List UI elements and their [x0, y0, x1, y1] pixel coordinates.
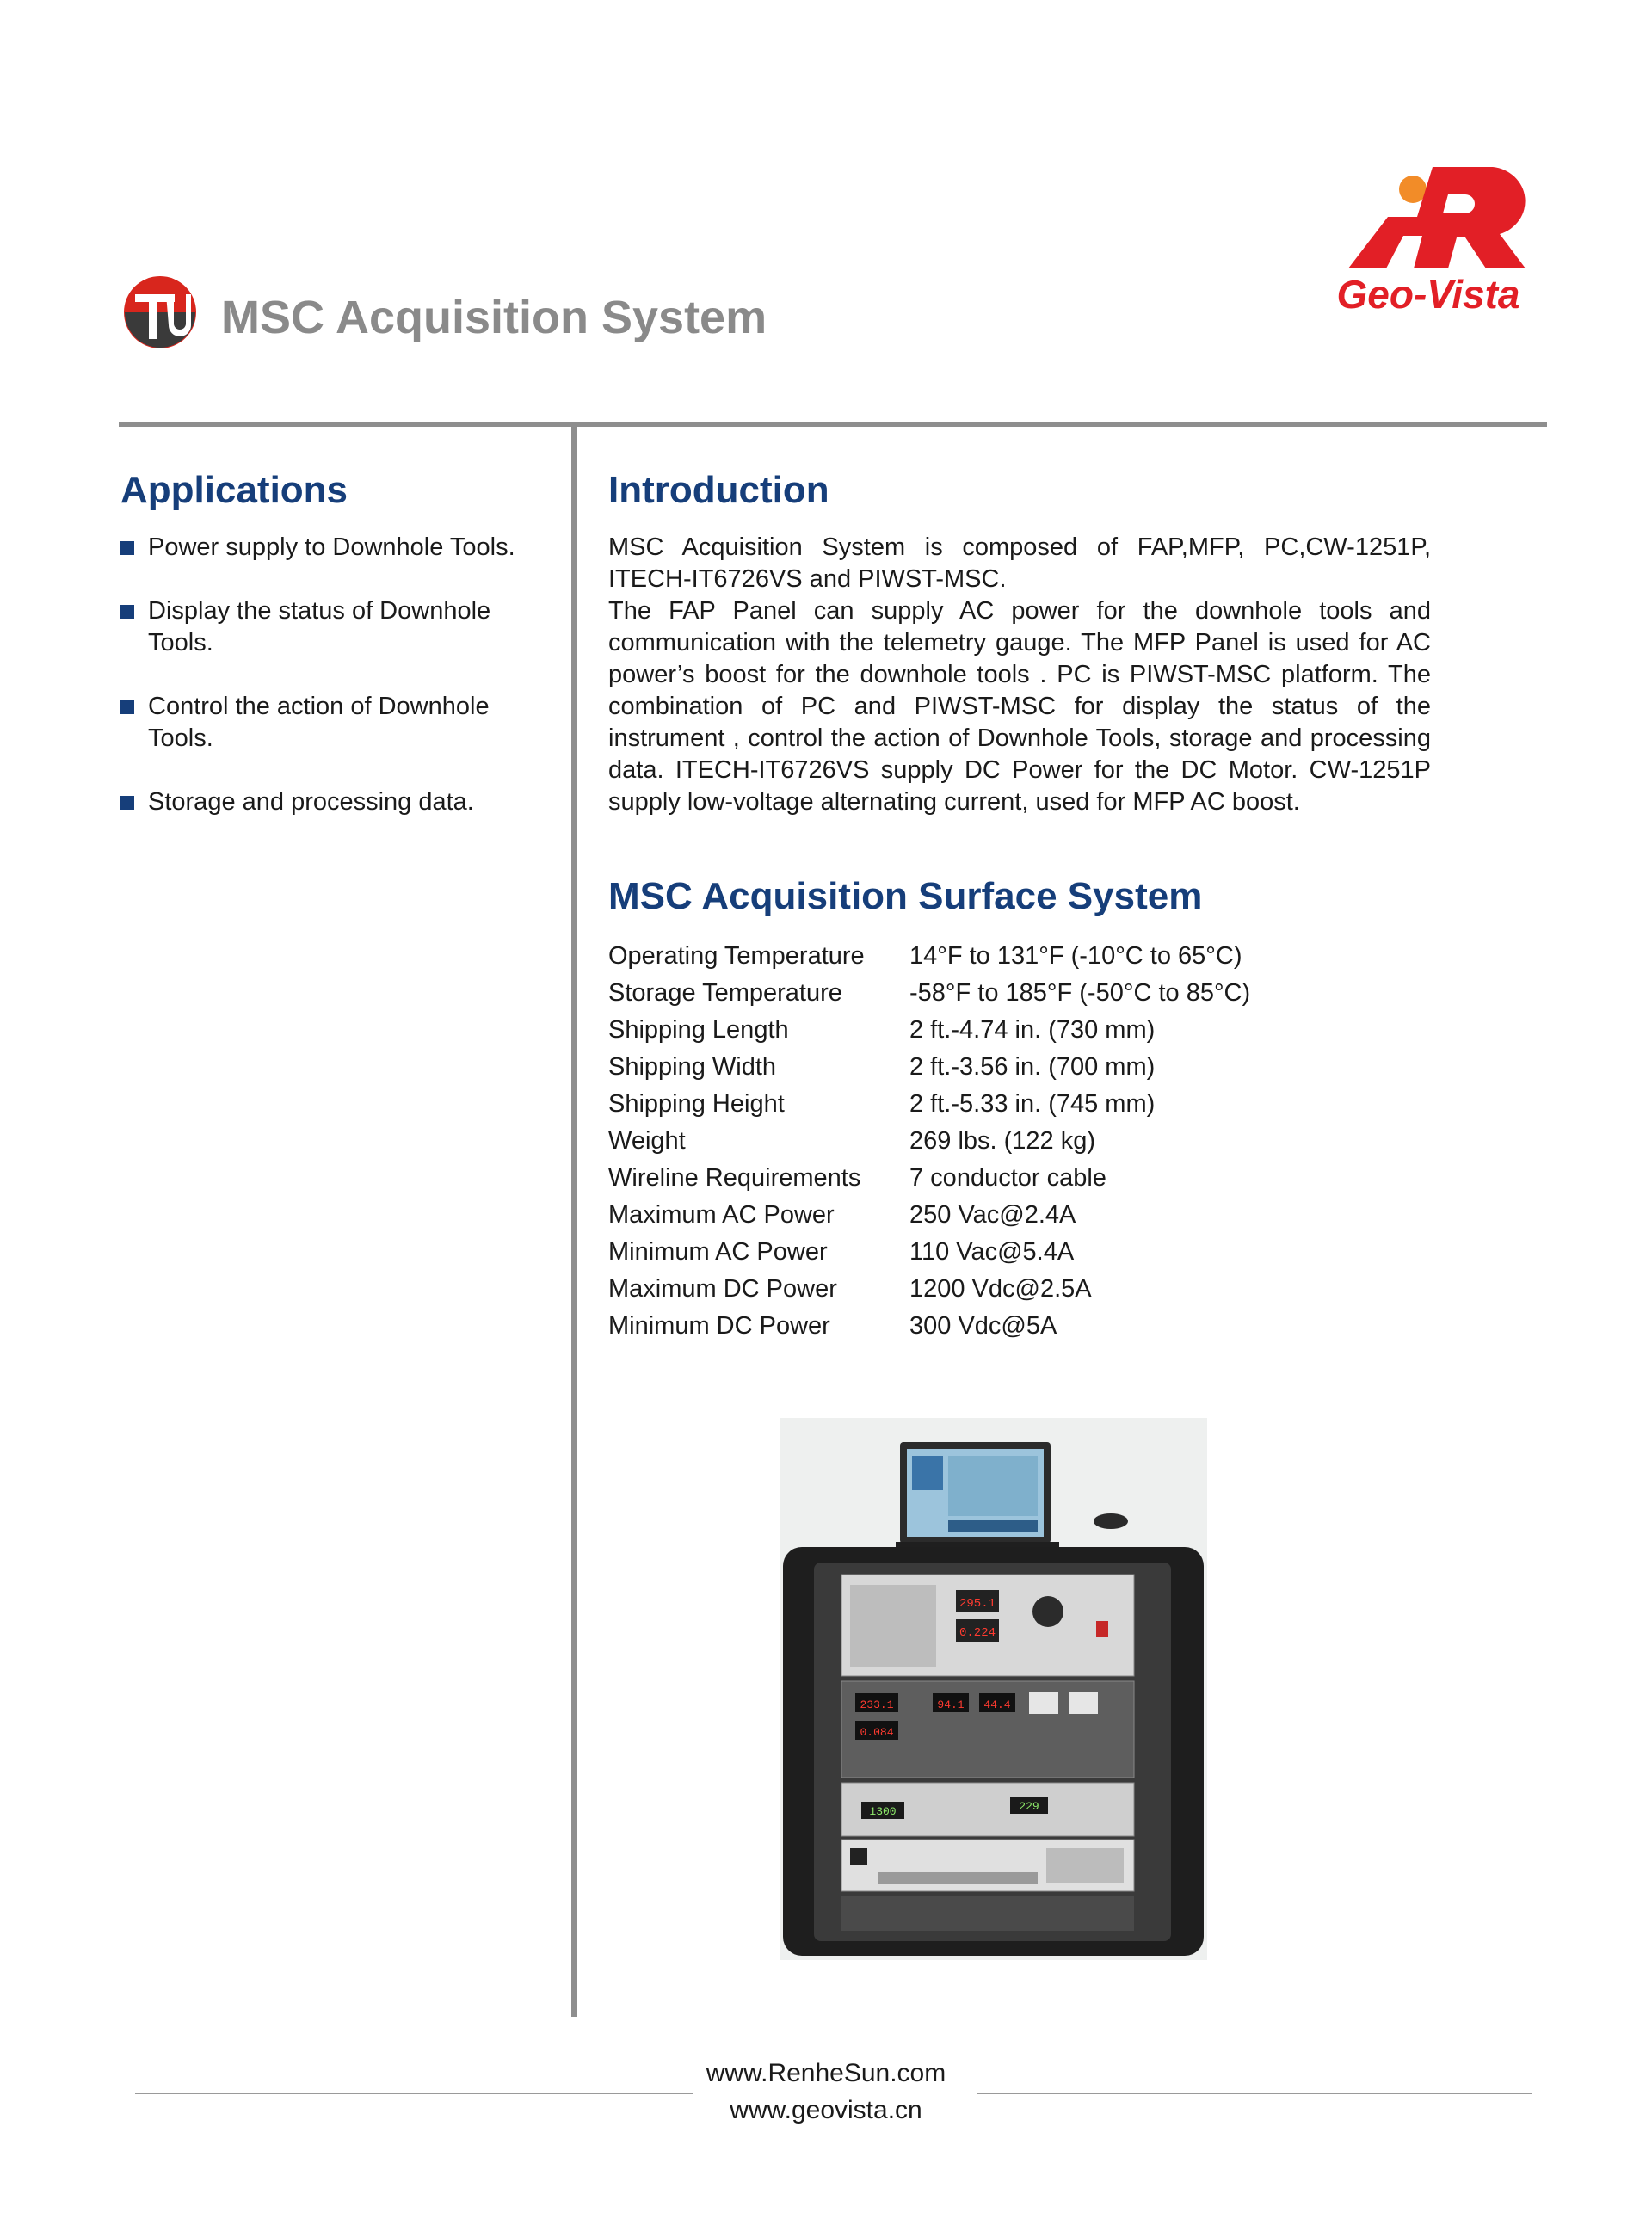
introduction-heading: Introduction: [608, 469, 829, 511]
spec-row: [608, 938, 1250, 975]
spec-value: -58°F to 185°F (-50°C to 85°C): [909, 979, 1251, 1007]
square-bullet-icon: [120, 541, 134, 555]
display-readout: 94.1: [937, 1698, 965, 1711]
spec-value: 269 lbs. (122 kg): [909, 1127, 1096, 1155]
spec-label: Operating Temperature: [608, 942, 865, 970]
spec-label: Wireline Requirements: [608, 1164, 861, 1192]
introduction-paragraph: MSC Acquisition System is composed of FAP,MFP, PC,CW-1251P, ITECH-IT6726VS and PIWST-MSC.: [608, 533, 1431, 593]
list-item-text: Storage and processing data.: [148, 788, 474, 816]
footer-rule: [977, 2093, 1532, 2094]
spec-label: Minimum DC Power: [608, 1312, 830, 1340]
spec-value: 1200 Vdc@2.5A: [909, 1275, 1092, 1303]
tl-logo-icon: [123, 275, 197, 349]
list-item: [120, 786, 551, 818]
applications-heading: Applications: [120, 469, 348, 511]
surface-system-heading: MSC Acquisition Surface System: [608, 875, 1203, 917]
footer-url-geovista[interactable]: www.geovista.cn: [730, 2096, 922, 2124]
spec-label: Shipping Height: [608, 1090, 785, 1118]
spec-value: 2 ft.-3.56 in. (700 mm): [909, 1053, 1156, 1081]
list-item: [120, 691, 551, 755]
square-bullet-icon: [120, 700, 134, 714]
introduction-body: [608, 532, 1431, 818]
brand-name: Geo-Vista: [1336, 272, 1520, 317]
display-readout: 1300: [869, 1805, 897, 1818]
spec-value: 250 Vac@2.4A: [909, 1201, 1076, 1229]
equipment-rack-photo: [780, 1418, 1207, 1960]
spec-value: 110 Vac@5.4A: [909, 1238, 1075, 1266]
spec-row: [608, 1197, 1250, 1234]
spec-row: [608, 1123, 1250, 1160]
display-readout: 44.4: [983, 1698, 1011, 1711]
square-bullet-icon: [120, 605, 134, 619]
list-item: [120, 532, 551, 564]
list-item: [120, 595, 551, 659]
spec-row: [608, 1271, 1250, 1308]
applications-list: [120, 532, 551, 850]
spec-row: [608, 1086, 1250, 1123]
spec-label: Minimum AC Power: [608, 1238, 828, 1266]
display-readout: 229: [1019, 1800, 1039, 1813]
spec-value: 14°F to 131°F (-10°C to 65°C): [909, 942, 1242, 970]
geo-vista-logo-icon: [1304, 163, 1553, 318]
square-bullet-icon: [120, 796, 134, 810]
column-divider: [571, 425, 577, 2017]
footer-rule: [135, 2093, 693, 2094]
spec-table: [608, 938, 1250, 1345]
display-readout: 295.1: [959, 1597, 996, 1611]
spec-row: [608, 975, 1250, 1012]
spec-row: [608, 1160, 1250, 1197]
spec-label: Maximum AC Power: [608, 1201, 835, 1229]
spec-label: Maximum DC Power: [608, 1275, 837, 1303]
list-item-text: Power supply to Downhole Tools.: [148, 533, 515, 561]
display-readout: 0.224: [959, 1626, 996, 1640]
footer-url-renhesun[interactable]: www.RenheSun.com: [706, 2059, 946, 2087]
display-readout: 233.1: [860, 1698, 894, 1711]
introduction-paragraph: The FAP Panel can supply AC power for the downhole tools and communication with the telemetry gauge. The MFP Panel is used for AC power’s boost for the downhole tools . PC is PIWST-MSC platform. The combination of PC and PIWST-MSC for display the status of the instrument , control the action of Downhole Tools, storage and processing data. ITECH-IT6726VS supply DC Power for the DC Motor. CW-1251P supply low-voltage alternating current, used for MFP AC boost.: [608, 597, 1431, 816]
spec-value: 2 ft.-4.74 in. (730 mm): [909, 1016, 1156, 1044]
header-divider: [119, 422, 1547, 427]
spec-label: Storage Temperature: [608, 979, 842, 1007]
list-item-text: Display the status of Downhole Tools.: [148, 597, 491, 657]
document-title: MSC Acquisition System: [221, 292, 767, 343]
spec-row: [608, 1012, 1250, 1049]
spec-label: Shipping Width: [608, 1053, 777, 1081]
spec-value: 300 Vdc@5A: [909, 1312, 1057, 1340]
spec-value: 7 conductor cable: [909, 1164, 1106, 1192]
spec-row: [608, 1308, 1250, 1345]
spec-value: 2 ft.-5.33 in. (745 mm): [909, 1090, 1156, 1118]
display-readout: 0.084: [860, 1726, 894, 1739]
list-item-text: Control the action of Downhole Tools.: [148, 693, 490, 752]
spec-label: Shipping Length: [608, 1016, 789, 1044]
spec-label: Weight: [608, 1127, 686, 1155]
spec-row: [608, 1049, 1250, 1086]
spec-row: [608, 1234, 1250, 1271]
